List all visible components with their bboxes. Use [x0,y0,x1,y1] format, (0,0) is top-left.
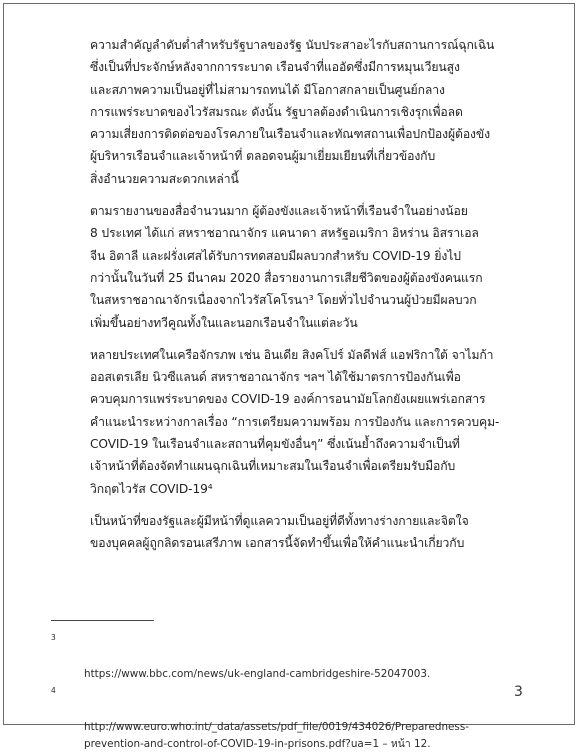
footnote-4 [51,685,521,753]
footnote-number: 4 [51,686,56,695]
footnote-link[interactable]: https://www.bbc.com/news/uk-england-cambridgeshire-52047003. [84,668,431,680]
page-number: 3 [514,684,523,700]
paragraph-2: ตามรายงานของสื่อจำนวนมาก ผู้ต้องขังและเจ้าหน้าที่เรือนจำในอย่างน้อย 8 ประเทศ ได้แก่ สหราชอาณาจักร แคนาดา สหรัฐอเมริกา อิหร่าน อิสราเอล จีน อิตาลี และฝรั่งเศสได้รับการทดสอบมีผลบวกสำหรับ COVID-19 ยิ่งไป กว่านั้นในวันที่ 25 มีนาคม 2020 สื่อรายงานการเสียชีวิตของผู้ต้องขังคนแรก ในสหราชอาณาจักรเนื่องจากไวรัสโคโรนา³ โดยทั่วไปจำนวนผู้ป่วยมีผลบวก เพิ่มขึ้นอย่างทวีคูณทั้งในและนอกเรือนจำในแต่ละวัน [90,204,483,330]
paragraph-3: หลายประเทศในเครือจักรภพ เช่น อินเดีย สิงคโปร์ มัลดีฟส์ แอฟริกาใต้ จาไมก้า ออสเตรเลีย นิวซีแลนด์ สหราชอาณาจักร ฯลฯ ได้ใช้มาตรการป้องกันเพื่อ ควบคุมการแพร่ระบาดของ COVID-19 องค์การอนามัยโลกยังเผยแพร่เอกสาร คำแนะนำระหว่างกาลเรื่อง “การเตรียมความพร้อม การป้องกัน และการควบคุม- COVID-19 ในเรือนจำและสถานที่คุมขังอื่นๆ” ซึ่งเน้นย้ำถึงความจำเป็นที่ เจ้าหน้าที่ต้องจัดทำแผนฉุกเฉินที่เหมาะสมในเรือนจำเพื่อเตรียมรับมือกับ วิกฤตไวรัส COVID-19⁴ [90,347,500,496]
footnotes [51,632,521,755]
paragraph-1: ความสำคัญลำดับต่ำสำหรับรัฐบาลของรัฐ นับประสาอะไรกับสถานการณ์ฉุกเฉิน ซึ่งเป็นที่ประจักษ์หลังจากการระบาด เรือนจำที่แออัดซึ่งมีการหมุนเวียนสูง และสภาพความเป็นอยู่ที่ไม่สามารถทนได้ มีโอกาสกลายเป็นศูนย์กลาง การแพร่ระบาดของไวรัสมรณะ ดังนั้น รัฐบาลต้องดำเนินการเชิงรุกเพื่อลด ความเสี่ยงการติดต่อของโรคภายในเรือนจำและทัณฑสถานเพื่อปกป้องผู้ต้องขัง ผู้บริหารเรือนจำและเจ้าหน้าที่ ตลอดจนผู้มาเยี่ยมเยียนที่เกี่ยวข้องกับ สิ่งอำนวยความสะดวกเหล่านี้ [90,38,495,186]
footnote-divider [51,620,154,621]
footnote-link[interactable]: http://www.euro.who.int/_data/assets/pdf_file/0019/434026/Preparedness- prevention-and-control-of-COVID-19-in-prisons.pdf?ua=1 – หน้า 12. [84,721,470,750]
footnote-3 [51,632,521,683]
footnote-number: 3 [51,633,56,642]
paragraph-4: เป็นหน้าที่ของรัฐและผู้มีหน้าที่ดูแลความเป็นอยู่ที่ดีทั้งทางร่างกายและจิตใจ ของบุคคลผู้ถูกลิดรอนเสรีภาพ เอกสารนี้จัดทำขึ้นเพื่อให้คำแนะนำเกี่ยวกับ [90,513,469,551]
body-text [90,34,532,565]
